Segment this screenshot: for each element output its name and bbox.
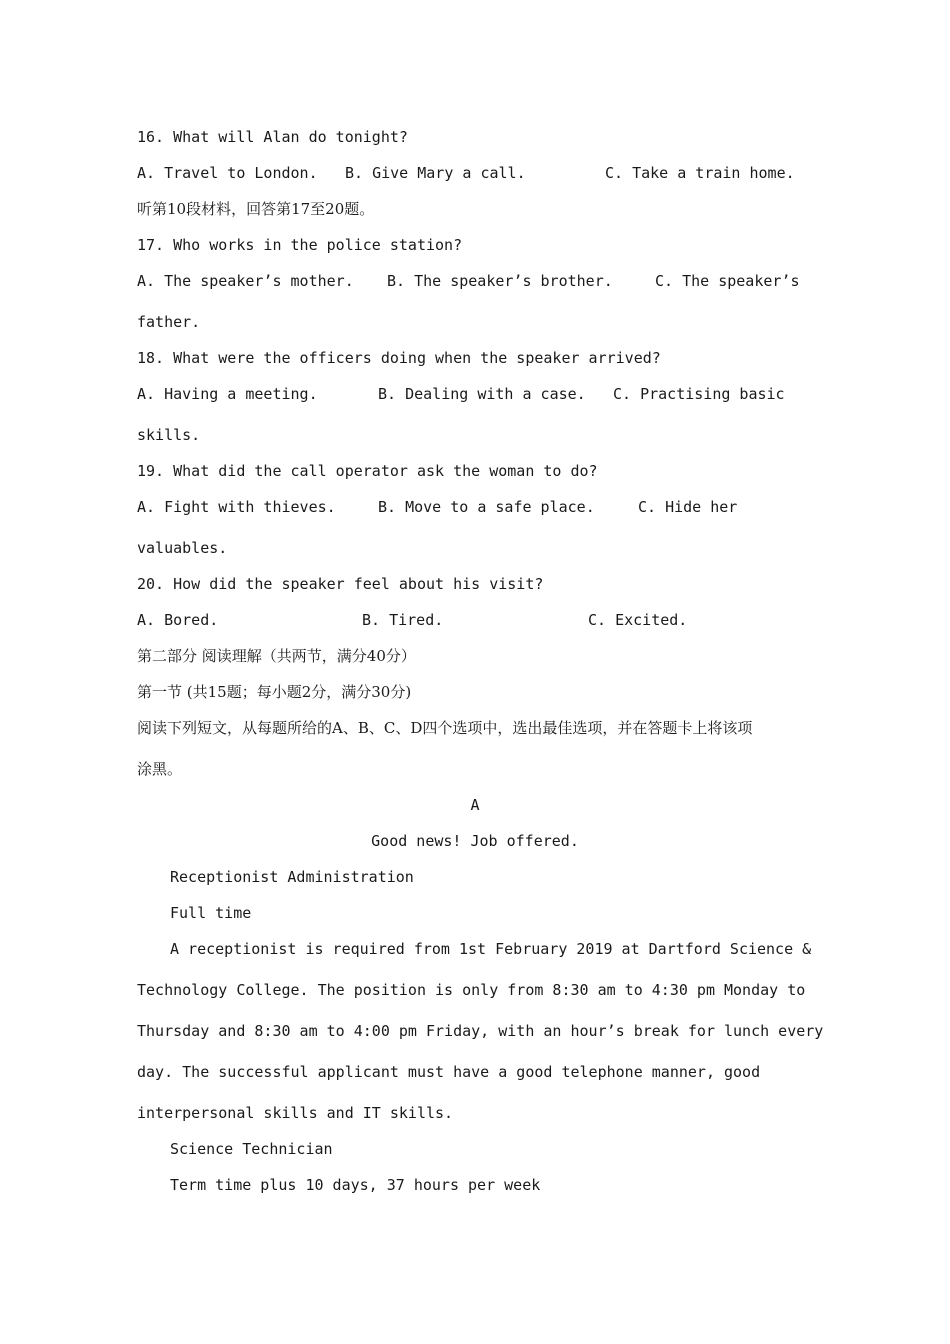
question-16-stem: 16. What will Alan do tonight?	[137, 128, 408, 146]
question-18-option-b: B. Dealing with a case.	[378, 385, 586, 403]
job-2-hours: Term time plus 10 days, 37 hours per week	[170, 1176, 541, 1194]
question-16-option-c: C. Take a train home.	[605, 164, 795, 182]
section-10-instruction: 听第10段材料，回答第17至20题。	[137, 200, 375, 218]
question-17-stem: 17. Who works in the police station?	[137, 236, 463, 254]
question-20-option-b: B. Tired.	[362, 611, 444, 629]
question-18-option-a: A. Having a meeting.	[137, 385, 318, 403]
question-17-option-c: C. The speaker’s	[655, 272, 800, 290]
question-20-stem: 20. How did the speaker feel about his visit?	[137, 575, 544, 593]
question-20-option-a: A. Bored.	[137, 611, 219, 629]
question-18-stem: 18. What were the officers doing when the speaker arrived?	[137, 349, 661, 367]
question-19-stem: 19. What did the call operator ask the woman to do?	[137, 462, 598, 480]
job-1-title: Receptionist Administration	[170, 868, 414, 886]
question-17-option-a: A. The speaker’s mother.	[137, 272, 354, 290]
job-1-type: Full time	[170, 904, 252, 922]
question-18-option-c-continued: skills.	[137, 426, 201, 444]
passage-headline: Good news! Job offered.	[371, 832, 579, 850]
question-16-option-a: A. Travel to London.	[137, 164, 318, 182]
reading-instruction-continued: 涂黑。	[137, 760, 183, 778]
question-17-option-b: B. The speaker’s brother.	[387, 272, 613, 290]
job-1-description-line: day. The successful applicant must have a good telephone manner, good	[137, 1063, 761, 1081]
question-16-option-b: B. Give Mary a call.	[345, 164, 526, 182]
question-20-option-c: C. Excited.	[588, 611, 688, 629]
section-1-title: 第一节 (共15题；每小题2分，满分30分)	[137, 683, 412, 701]
part-2-title: 第二部分 阅读理解（共两节，满分40分）	[137, 647, 416, 665]
question-17-option-c-continued: father.	[137, 313, 201, 331]
job-1-description-line: Technology College. The position is only from 8:30 am to 4:30 pm Monday to	[137, 981, 806, 999]
reading-instruction: 阅读下列短文，从每题所给的A、B、C、D四个选项中，选出最佳选项，并在答题卡上将该项	[137, 719, 753, 737]
question-19-option-b: B. Move to a safe place.	[378, 498, 595, 516]
question-19-option-c-continued: valuables.	[137, 539, 228, 557]
job-1-description-line: Thursday and 8:30 am to 4:00 pm Friday, with an hour’s break for lunch every	[137, 1022, 824, 1040]
question-19-option-a: A. Fight with thieves.	[137, 498, 336, 516]
job-2-title: Science Technician	[170, 1140, 333, 1158]
job-1-description-line: interpersonal skills and IT skills.	[137, 1104, 454, 1122]
question-19-option-c: C. Hide her	[638, 498, 738, 516]
job-1-description-line: A receptionist is required from 1st February 2019 at Dartford Science &	[170, 940, 812, 958]
question-18-option-c: C. Practising basic	[613, 385, 785, 403]
passage-letter: A	[470, 796, 480, 814]
